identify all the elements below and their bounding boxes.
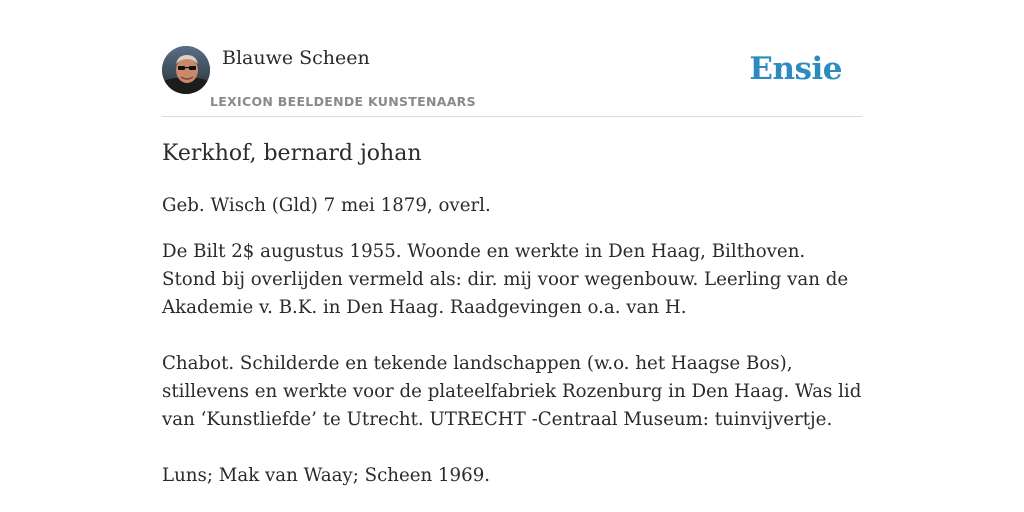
article-paragraph: Luns; Mak van Waay; Scheen 1969.	[162, 465, 491, 486]
article-body	[162, 138, 862, 490]
article-paragraph: Chabot. Schilderde en tekende landschappen (w.o. het Haagse Bos), stillevens en werkte voor de plateelfabriek Rozenburg in Den Haag. Was lid van ‘Kunstliefde’ te Utrecht. UTRECHT -Centraal Museum: tuinvijvertje.	[162, 353, 862, 430]
author-avatar[interactable]	[162, 46, 210, 94]
article-paragraph: Geb. Wisch (Gld) 7 mei 1879, overl.	[162, 195, 491, 216]
avatar-photo-icon	[162, 46, 210, 94]
collection-label[interactable]: LEXICON BEELDENDE KUNSTENAARS	[210, 94, 476, 109]
ensie-logo[interactable]: Ensie	[749, 51, 842, 87]
article-paragraph: De Bilt 2$ augustus 1955. Woonde en werkte in Den Haag, Bilthoven. Stond bij overlijden vermeld als: dir. mij voor wegenbouw. Leerling van de Akademie v. B.K. in Den Haag. Raadgevingen o.a. van H.	[162, 241, 849, 318]
author-name[interactable]: Blauwe Scheen	[222, 47, 370, 69]
page-title: Kerkhof, bernard johan	[162, 141, 422, 166]
page-header	[162, 46, 862, 117]
